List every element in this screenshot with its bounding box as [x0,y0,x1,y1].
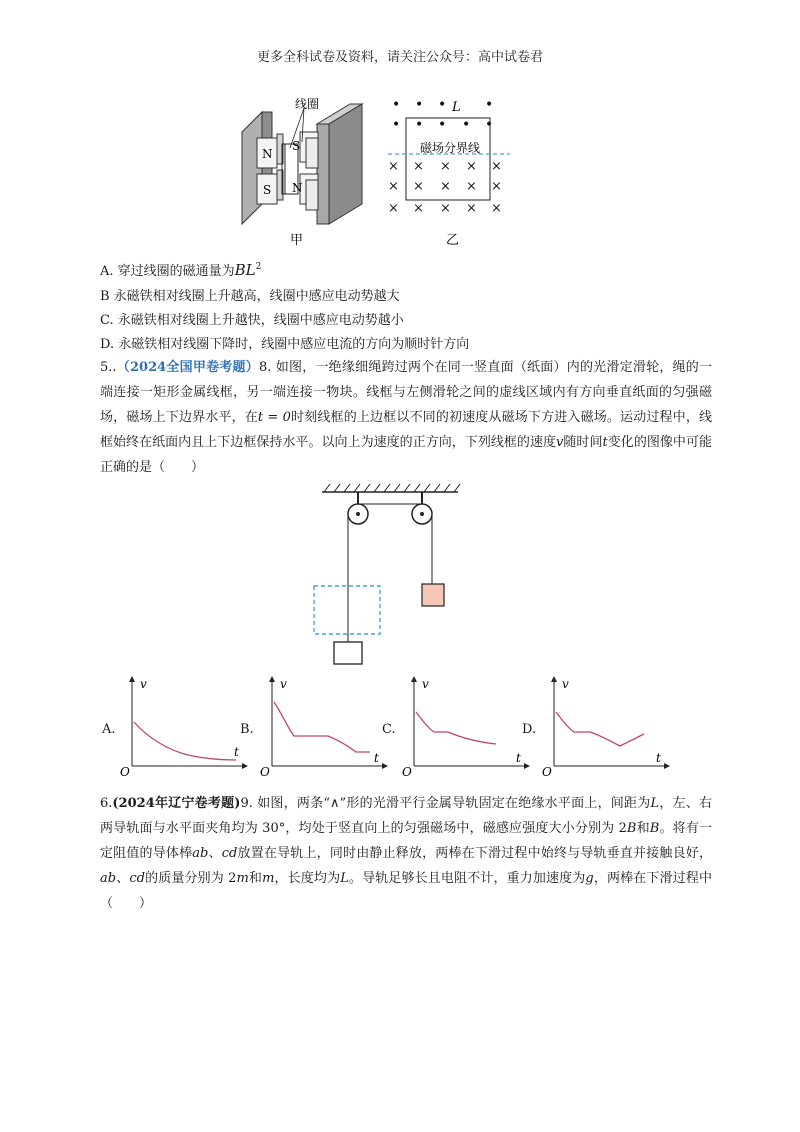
pole-s-lower: S [263,183,272,197]
pulley-figure [310,480,470,670]
graph-label-d: D. [522,722,537,737]
svg-text:×: × [466,201,477,216]
axis-v-a: v [140,677,147,691]
figure-yi [382,92,522,252]
svg-text:×: × [388,179,399,194]
option-c: C. 永磁铁相对线圈上升越快，线圈中感应电动势越小 [100,313,404,328]
axis-v-c: v [422,677,429,691]
q6-source: (2024年辽宁卷考题) [112,796,241,811]
origin-d: O [542,765,552,779]
magnetic-dots [392,97,493,133]
svg-text:×: × [440,179,451,194]
pole-n-upper: N [262,147,273,161]
option-b: B 永磁铁相对线圈上升越高，线圈中感应电动势越大 [100,289,400,304]
axis-v-b: v [280,677,287,691]
svg-text:•: • [485,97,494,113]
question-6: 6.(2024年辽宁卷考题)9. 如图，两条“∧”形的光滑平行金属导轨固定在绝缘水平面上，间距为L，左、右两导轨面与水平面夹角均为 30°，均处于竖直向上的匀强磁场中，磁感应强度大小分别为 2B和B。将有一定阻值的导体棒ab、cd放置在导轨上，同时由静止释放，两棒在下滑过程中始终与导轨垂直并接触良好，ab、cd的质量分别为 2m和m，长度均为L。导轨足够长且电阻不计，重力加速度为g，两棒在下滑过程中（ ） [100,796,712,911]
curve-b [274,702,370,752]
svg-text:•: • [485,117,494,133]
svg-text:•: • [415,117,424,133]
svg-text:•: • [462,117,471,133]
graph-a [118,676,248,780]
pole-n-lower: N [292,181,303,195]
figure-jia [232,92,372,252]
curve-c [416,712,496,744]
q5-number: 5.. [100,360,117,375]
svg-text:×: × [466,179,477,194]
q5-source: （2024全国甲卷考题） [116,360,259,375]
weight-block [422,584,444,606]
question-5: 5..（2024全国甲卷考题）8. 如图，一绝缘细绳跨过两个在同一竖直面（纸面）内的光滑定滑轮，绳的一端连接一矩形金属线框，另一端连接一物块。线框与左侧滑轮之间的虚线区域内有方向垂直纸面的匀强磁场，磁场上下边界水平，在t = 0时刻线框的上边框以不同的初速度从磁场下方进入磁场。运动过程中，线框始终在纸面内且上下边框保持水平。以向上为速度的正方向，下列线框的速度v随时间t变化的图像中可能正确的是（ ） [100,360,712,475]
origin-b: O [260,765,270,779]
pole-s-upper: S [292,139,301,153]
svg-text:×: × [440,201,451,216]
svg-text:×: × [413,179,424,194]
magnetic-field-region [314,586,380,634]
graph-c [400,676,530,780]
boundary-label: 磁场分界线 [420,141,481,155]
page-header: 更多全科试卷及资料，请关注公众号：高中试卷君 [256,50,543,65]
svg-text:×: × [388,201,399,216]
svg-text:•: • [438,97,447,113]
curve-d [556,712,644,746]
svg-text:×: × [413,201,424,216]
graph-label-c: C. [382,722,396,737]
svg-text:•: • [392,117,401,133]
origin-c: O [402,765,412,779]
svg-text:×: × [466,159,477,174]
option-a-math: $BL^2$ [234,261,262,279]
caption-yi: 乙 [446,233,460,248]
axis-t-c: t [516,751,521,765]
coil-label: 线圈 [295,97,320,111]
magnetic-crosses [388,159,502,216]
axis-t-a: t [234,745,239,759]
graph-d [540,676,670,780]
svg-text:×: × [491,179,502,194]
axis-t-d: t [656,751,661,765]
svg-text:•: • [438,117,447,133]
option-d: D. 永磁铁相对线圈下降时，线圈中感应电流的方向为顺时针方向 [100,337,470,352]
graph-label-a: A. [102,722,116,737]
svg-text:•: • [415,97,424,113]
caption-jia: 甲 [290,233,304,248]
svg-text:•: • [392,97,401,113]
axis-v-d: v [562,677,569,691]
svg-text:×: × [491,201,502,216]
origin-a: O [120,765,130,779]
graph-label-b: B. [240,722,254,737]
graph-b [258,676,388,780]
q6-number: 6. [100,796,113,811]
option-a-text: A. 穿过线圈的磁通量为 [100,264,235,279]
option-a [100,258,261,281]
svg-text:×: × [440,159,451,174]
svg-text:×: × [413,159,424,174]
svg-text:×: × [388,159,399,174]
wire-frame [334,642,362,664]
axis-t-b: t [374,751,379,765]
svg-text:×: × [491,159,502,174]
label-l: L [452,100,461,115]
curve-a [134,722,236,760]
